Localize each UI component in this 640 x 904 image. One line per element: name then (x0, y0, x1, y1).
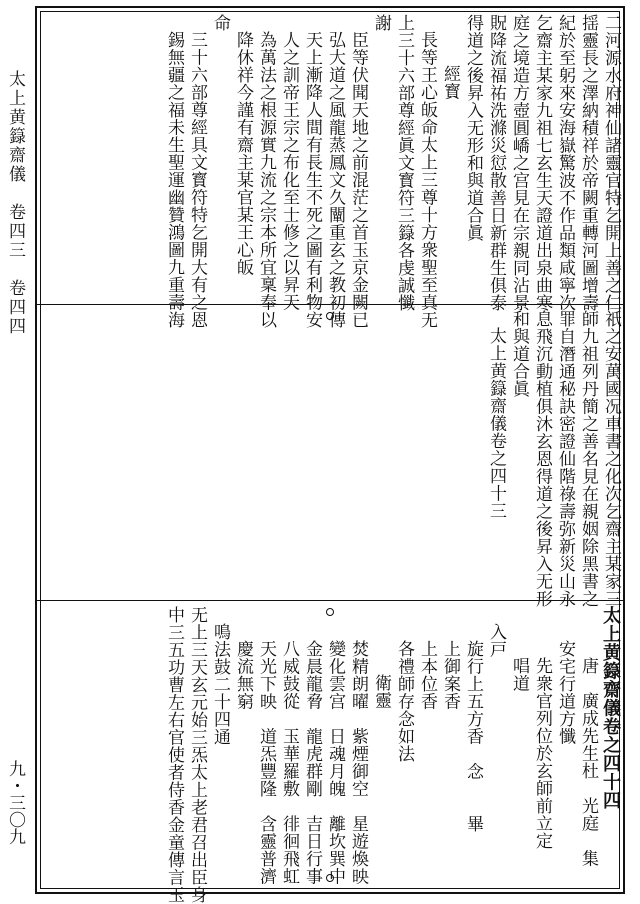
panel1-column: 二河源水府神仙諸靈官特乞開上善之仁 (601, 14, 621, 312)
panel3-column: 无上三天玄元始三炁太上老君召出臣身 (187, 606, 207, 904)
panel3-column: 安宅行道方懺 (555, 640, 575, 745)
panel3-column: 上御案香 (440, 640, 460, 710)
page-number: 九・三〇九 (5, 760, 25, 845)
panel1-column: 降休祥今謹有齋主某官某王心皈 (233, 31, 253, 276)
panel1-column: 紀於至躬來安海嶽驚波不作品類咸寧次 (555, 14, 575, 312)
panel2-column: 太上黄籙齋儀卷之四十三 (486, 327, 506, 520)
panel-2-text (362, 310, 622, 608)
panel1-column: 乞齋主某家九祖七玄生天證道出泉曲寒 (532, 14, 552, 312)
panel3-column: 慶流無窮 (233, 640, 253, 710)
panel-1-text (52, 14, 622, 329)
panel3-column: 八威鼓從 玉華羅敷 徘徊飛虹 (279, 640, 299, 885)
panel3-column: 上本位香 (417, 640, 437, 710)
panel3-column: 變化雲宫 日魂月魄 離坎巽中 (325, 640, 345, 885)
panel1-column: 經寳 (440, 65, 460, 100)
panel-3-text (52, 606, 622, 904)
panel2-column: 罪自潛通秘訣密證仙階祿壽弥新災山永 (555, 310, 575, 608)
panel1-column: 揺靈長之澤納積祥於帝闕重轉河圖增壽 (578, 14, 598, 312)
panel3-column: 唐 廣成先生杜 光庭 集 (578, 657, 598, 867)
panel1-column: 為萬法之根源實九流之宗本所宜稟奉以 (256, 31, 276, 329)
panel3-column: 鳴法鼓二十四通 (210, 623, 230, 746)
panel2-column: 息飛沉動植俱沐玄恩得道之後昇入无形 (532, 310, 552, 608)
panel1-column: 弘大道之風龍蒸鳳文久闡重玄之教初傳 (325, 31, 345, 329)
panel1-column: 庭之境造方壺圓嶠之宫見在宗親同沾景 (509, 14, 529, 312)
panel3-column: 各禮師存念如法 (394, 640, 414, 763)
panel3-column: 太上黄籙齋儀卷之四十四 (600, 606, 621, 810)
panel2-column: 師九祖列丹簡之善名見在親姻除黑書之 (578, 310, 598, 608)
panel1-column: 錫無疆之福未生聖運幽贊鴻圖九重壽海 (164, 31, 184, 329)
panel3-column: 衛靈 (371, 674, 391, 709)
panel1-column: 命 (210, 14, 230, 32)
panel3-column: 旋行上五方香 念 畢 (463, 640, 483, 833)
panel1-column: 謝 (371, 14, 391, 32)
panel2-column: 和與道合眞 (509, 310, 529, 398)
panel1-column: 上三十六部尊經眞文寳符三籙各虔誠懺 (394, 14, 414, 312)
panel3-column: 中三五功曹左右官使者侍香金童傳言玉 (164, 606, 184, 904)
panel3-column: 入戸 (486, 623, 506, 658)
panel1-column: 貺降流福祐洗滌災愆散善日新群生俱泰 (486, 14, 506, 312)
margin-title: 太上黄籙齋儀 卷四三 卷四四 (5, 70, 25, 336)
panel3-column: 唱道 (509, 657, 529, 692)
panel1-column: 臣等伏聞天地之前混茫之首玉京金闕已 (348, 31, 368, 329)
panel1-column: 長等王心皈命太上三尊十方衆聖至真无 (417, 31, 437, 329)
panel1-column: 天上漸降人間有長生不死之圖有利物安 (302, 31, 322, 329)
panel3-column: 先衆官列位於玄師前立定 (532, 657, 552, 850)
panel2-column: 祇之安萬國况車書之化次乞齋主某家三 (601, 310, 621, 608)
binding-hole-3 (326, 874, 334, 882)
panel1-column: 得道之後昇入无形和與道合眞 (463, 14, 483, 242)
panel1-column: 三十六部尊經具文寳符特乞開大有之恩 (187, 31, 207, 329)
binding-hole-2 (326, 608, 334, 616)
panel3-column: 天光下映 道炁豐隆 含靈普濟 (256, 640, 276, 885)
panel3-column: 金晨龍脅 龍虎群剛 吉日行事 (302, 640, 322, 885)
panel3-column: 焚精朗曜 紫煙御空 星遊煥映 (348, 640, 368, 885)
binding-hole-1 (326, 312, 334, 320)
panel1-column: 人之訓帝王宗之布化至士修之以昇天 (279, 31, 299, 311)
